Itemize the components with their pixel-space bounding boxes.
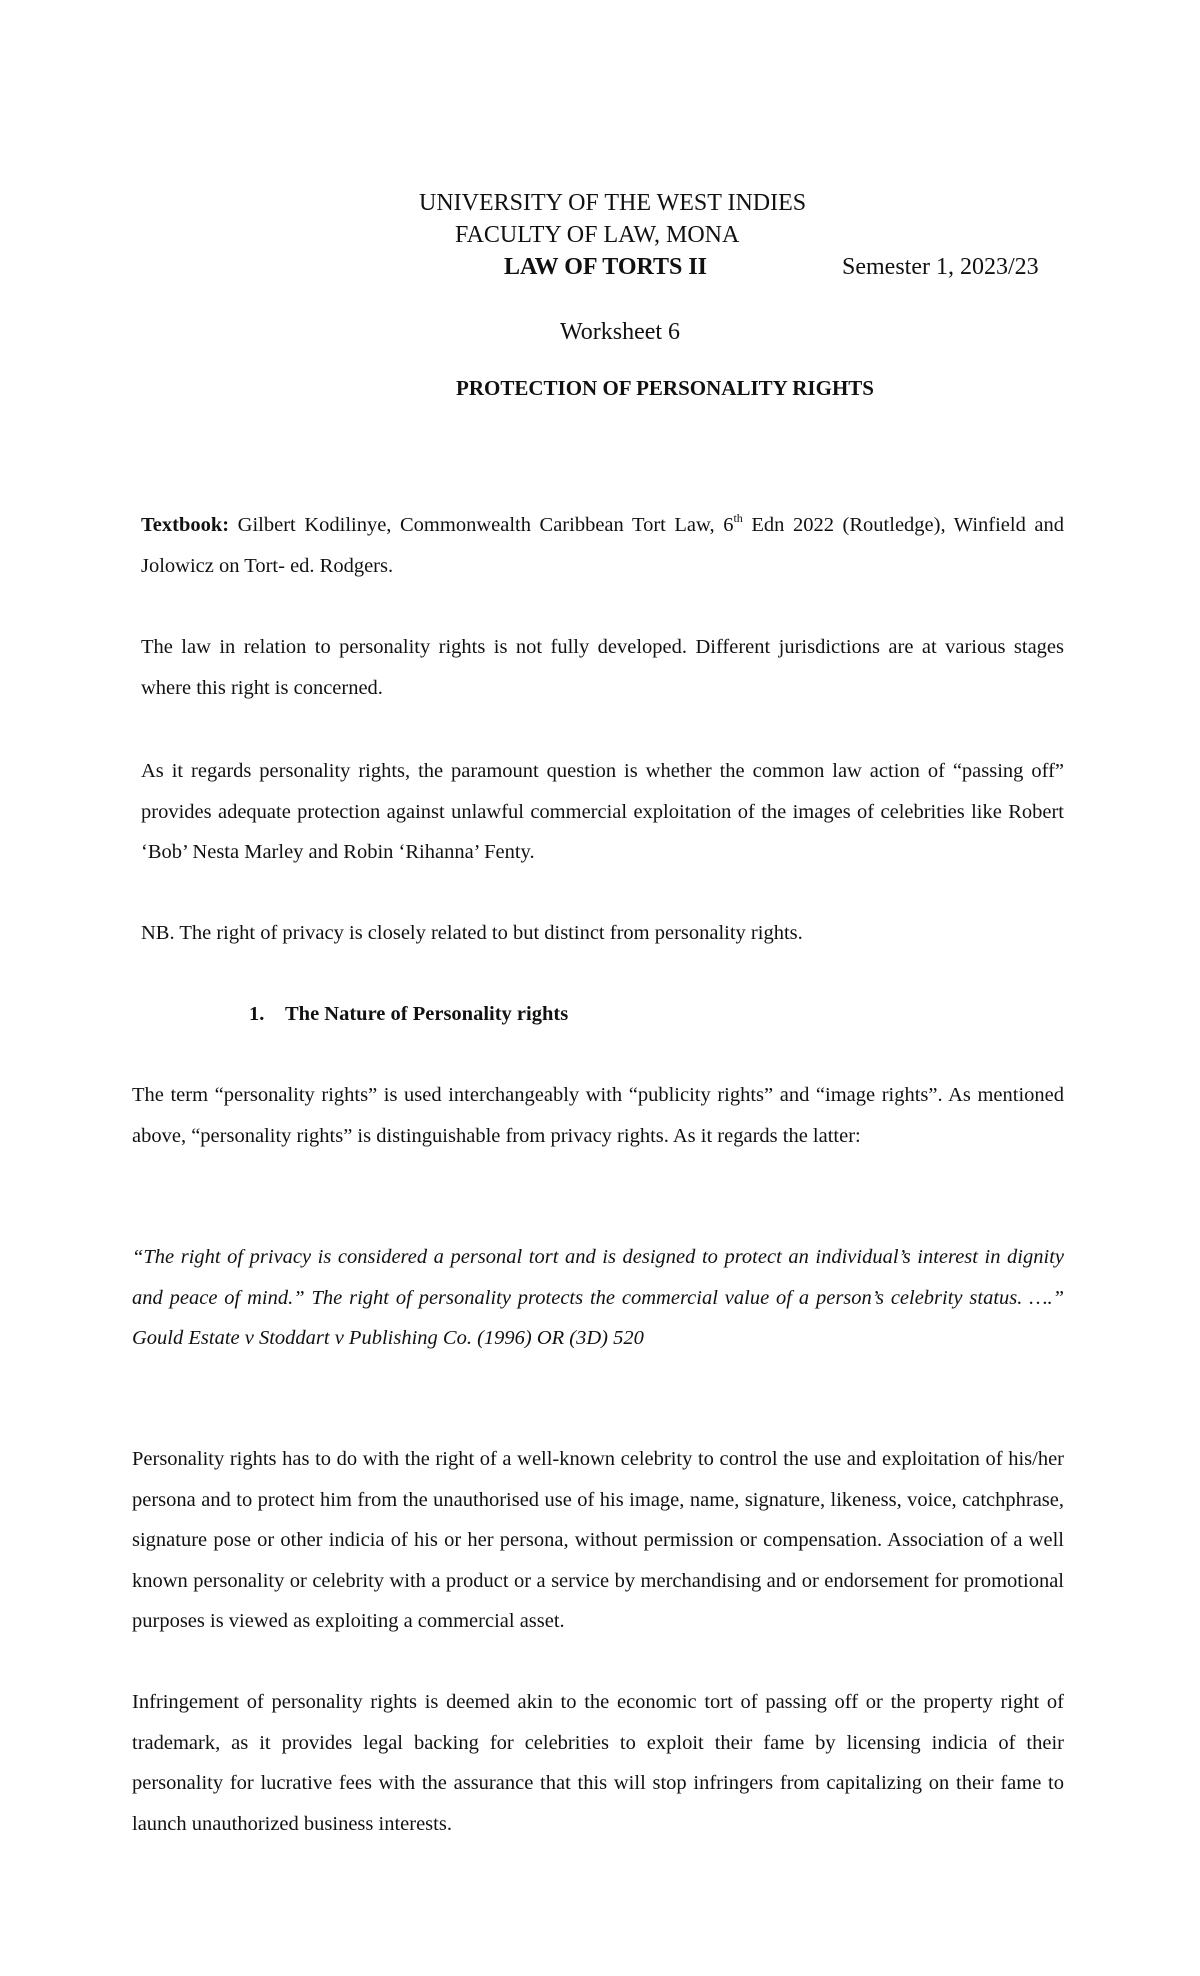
course-title: LAW OF TORTS II [504, 254, 708, 280]
paragraph-definition [132, 1439, 1064, 1642]
university-name: UNIVERSITY OF THE WEST INDIES [419, 190, 807, 216]
paragraph-text: Personality rights has to do with the right of a well-known celebrity to control the use and exploitation of his/her persona and to protect him from the unauthorised use of his image, name, signature, likeness, voice, catchphrase, signature pose or other indicia of his or her persona, without permission or compensation. Association of a well known personality or celebrity with a product or a service by merchandising and or endorsement for promotional purposes is viewed as exploiting a commercial asset. [132, 1448, 1064, 1632]
paragraph-passing-off [141, 751, 1064, 873]
paragraph-text: Infringement of personality rights is deemed akin to the economic tort of passing off or the property right of trademark, as it provides legal backing for celebrities to exploit their fame by licensing indicia of their personality for lucrative fees with the assurance that this will stop infringers from capitalizing on their fame to launch unauthorized business interests. [132, 1691, 1064, 1835]
semester-label: Semester 1, 2023/23 [842, 254, 1039, 280]
quotation-text: “The right of privacy is considered a personal tort and is designed to protect an individual’s interest in dignity and peace of mind.” The right of personality protects the commercial value of a person’s celebrity status. ….” Gould Estate v Stoddart v Publishing Co. (1996) OR (3D) 520 [132, 1246, 1064, 1349]
quotation-gould-estate [132, 1237, 1064, 1359]
faculty-name: FACULTY OF LAW, MONA [455, 222, 740, 248]
section-number: 1. [249, 1003, 265, 1025]
textbook-label: Textbook: [141, 514, 230, 536]
textbook-text-2: Edn 2022 (Routledge), Winfield and Jolowicz on Tort- ed. Rodgers. [141, 514, 1065, 577]
paragraph-text: The term “personality rights” is used interchangeably with “publicity rights” and “image rights”. As mentioned above, “personality rights” is distinguishable from privacy rights. As it regards the latter: [132, 1084, 1064, 1147]
paragraph-infringement [132, 1682, 1064, 1844]
section-title: The Nature of Personality rights [285, 1003, 569, 1025]
paragraph-terminology [132, 1075, 1064, 1156]
section-heading [249, 994, 949, 1035]
paragraph-text: As it regards personality rights, the paramount question is whether the common law action of “passing off” provides adequate protection against unlawful commercial exploitation of the images of celebrities like Robert ‘Bob’ Nesta Marley and Robin ‘Rihanna’ Fenty. [141, 760, 1064, 863]
nb-note [141, 913, 1064, 954]
textbook-text-1: Gilbert Kodilinye, Commonwealth Caribbean Tort Law, 6 [229, 514, 734, 536]
document-title: PROTECTION OF PERSONALITY RIGHTS [456, 376, 874, 400]
textbook-paragraph [141, 505, 1064, 586]
textbook-edition-sup: th [733, 511, 743, 525]
paragraph-development [141, 627, 1064, 708]
worksheet-label: Worksheet 6 [560, 319, 681, 345]
paragraph-text: The law in relation to personality rights is not fully developed. Different jurisdictions are at various stages where this right is concerned. [141, 636, 1064, 699]
paragraph-text: NB. The right of privacy is closely related to but distinct from personality rights. [141, 922, 803, 944]
